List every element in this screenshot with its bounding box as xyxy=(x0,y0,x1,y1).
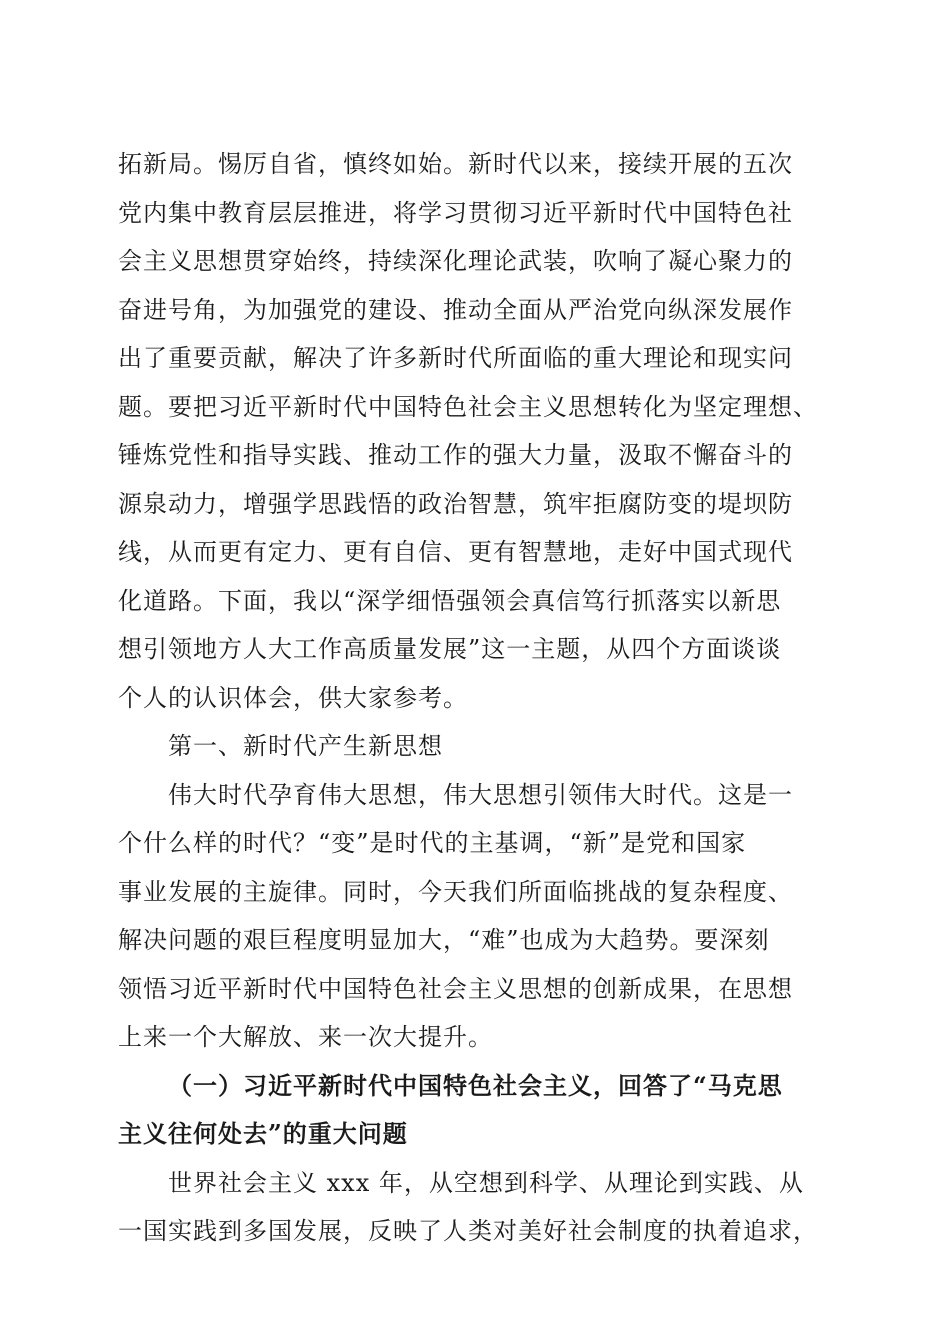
text-line: 个什么样的时代？“变”是时代的主基调，“新”是党和国家 xyxy=(118,829,747,857)
text-line: 个人的认识体会，供大家参考。 xyxy=(118,683,468,712)
text-line: 源泉动力，增强学思践悟的政治智慧，筑牢拒腐防变的堤坝防 xyxy=(118,489,793,518)
text-line: 事业发展的主旋律。同时，今天我们所面临挑战的复杂程度、 xyxy=(118,877,793,906)
text-line: 伟大时代孕育伟大思想，伟大思想引领伟大时代。这是一 xyxy=(168,780,793,809)
text-line: 想引领地方人大工作高质量发展”这一主题，从四个方面谈谈 xyxy=(118,635,782,663)
text-line: 线，从而更有定力、更有自信、更有智慧地，走好中国式现代 xyxy=(118,538,793,566)
text-line: 领悟习近平新时代中国特色社会主义思想的创新成果，在思想 xyxy=(118,974,793,1003)
text-line: 会主义思想贯穿始终，持续深化理论武装，吹响了凝心聚力的 xyxy=(118,247,793,275)
text-line: 锤炼党性和指导实践、推动工作的强大力量，汲取不懈奋斗的 xyxy=(118,441,793,469)
subsection-heading xyxy=(118,1062,838,1159)
text-line: 解决问题的艰巨程度明显加大，“难”也成为大趋势。要深刻 xyxy=(118,926,770,954)
paragraph-world-socialism xyxy=(118,1159,838,1256)
text-line: 拓新局。惕厉自省，慎终如始。新时代以来，接续开展的五次 xyxy=(118,150,793,178)
text-line: 出了重要贡献，解决了许多新时代所面临的重大理论和现实问 xyxy=(118,344,793,372)
subsection-heading-text: （一）习近平新时代中国特色社会主义，回答了“马克思 xyxy=(168,1070,783,1100)
subsection-heading-text: 主义往何处去”的重大问题 xyxy=(118,1119,408,1148)
text-line: 一国实践到多国发展，反映了人类对美好社会制度的执着追求， xyxy=(118,1217,818,1245)
text-line: 世界社会主义 xxx 年，从空想到科学、从理论到实践、从 xyxy=(168,1168,804,1197)
text-line: 党内集中教育层层推进，将学习贯彻习近平新时代中国特色社 xyxy=(118,198,793,227)
paragraph-new-era xyxy=(118,771,838,1062)
text-line: 上来一个大解放、来一次大提升。 xyxy=(118,1023,493,1051)
text-line: 题。要把习近平新时代中国特色社会主义思想转化为坚定理想、 xyxy=(118,392,818,421)
section-heading xyxy=(118,722,838,771)
section-heading-text: 第一、新时代产生新思想 xyxy=(168,732,443,760)
text-line: 奋进号角，为加强党的建设、推动全面从严治党向纵深发展作 xyxy=(118,295,793,324)
text-line: 化道路。下面，我以“深学细悟强领会真信笃行抓落实以新思 xyxy=(118,586,782,615)
document-body xyxy=(118,140,838,1256)
paragraph-intro-continued xyxy=(118,140,838,722)
